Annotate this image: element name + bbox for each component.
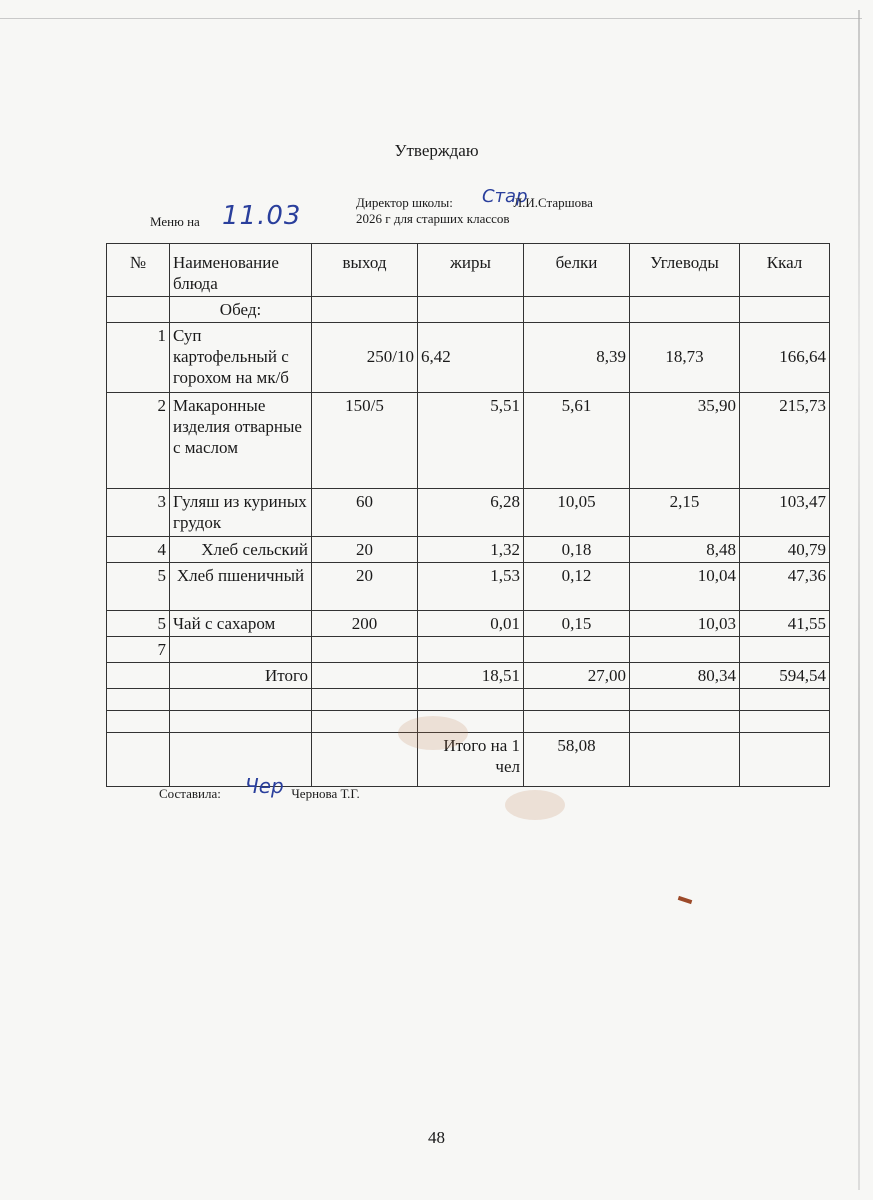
cell-carb: 8,48 xyxy=(630,537,740,563)
director-block xyxy=(356,195,593,227)
cell-prot: 0,12 xyxy=(524,563,630,611)
cell-carb: 10,04 xyxy=(630,563,740,611)
menu-table xyxy=(106,243,830,787)
composer-name: Чернова Т.Г. xyxy=(291,786,360,801)
total-prot: 27,00 xyxy=(524,663,630,689)
cell-out: 200 xyxy=(312,611,418,637)
per-person-value: 58,08 xyxy=(524,733,630,787)
total-label: Итого xyxy=(170,663,312,689)
cell-kcal: 166,64 xyxy=(740,323,830,393)
cell-num: 3 xyxy=(107,489,170,537)
director-label: Директор школы: xyxy=(356,195,453,210)
cell-out: 20 xyxy=(312,537,418,563)
cell-prot: 5,61 xyxy=(524,393,630,489)
cell-num: 5 xyxy=(107,611,170,637)
total-fat: 18,51 xyxy=(418,663,524,689)
director-signature: Стар xyxy=(482,186,528,207)
cell-out: 150/5 xyxy=(312,393,418,489)
page-number: 48 xyxy=(428,1128,445,1147)
cell-num: 7 xyxy=(107,637,170,663)
cell-fat: 6,42 xyxy=(418,323,524,393)
col-out: выход xyxy=(312,244,418,297)
cell-num: 5 xyxy=(107,563,170,611)
director-name: Л.И.Старшова xyxy=(513,195,593,210)
cell-num: 4 xyxy=(107,537,170,563)
cell-kcal: 215,73 xyxy=(740,393,830,489)
total-carb: 80,34 xyxy=(630,663,740,689)
cell-carb: 10,03 xyxy=(630,611,740,637)
cell-kcal: 103,47 xyxy=(740,489,830,537)
cell-fat: 5,51 xyxy=(418,393,524,489)
cell-out: 60 xyxy=(312,489,418,537)
cell-carb: 35,90 xyxy=(630,393,740,489)
composed-label: Составила: xyxy=(159,786,221,801)
scan-top-edge xyxy=(0,18,862,19)
cell-name: Хлеб пшеничный xyxy=(170,563,312,611)
total-row xyxy=(107,663,830,689)
col-carb: Углеводы xyxy=(630,244,740,297)
empty-row xyxy=(107,689,830,711)
section-label: Обед: xyxy=(170,297,312,323)
menu-date-handwritten: 11.03 xyxy=(222,201,302,231)
table-row xyxy=(107,323,830,393)
col-prot: белки xyxy=(524,244,630,297)
per-person-label: Итого на 1 чел xyxy=(418,733,524,787)
table-row xyxy=(107,393,830,489)
table-row xyxy=(107,611,830,637)
cell-fat: 6,28 xyxy=(418,489,524,537)
table-row xyxy=(107,537,830,563)
cell-out: 20 xyxy=(312,563,418,611)
per-person-row xyxy=(107,733,830,787)
cell-prot: 8,39 xyxy=(524,323,630,393)
section-row xyxy=(107,297,830,323)
table-row xyxy=(107,637,830,663)
ink-mark xyxy=(678,896,693,904)
cell-num: 2 xyxy=(107,393,170,489)
year-line: 2026 г для старших классов xyxy=(356,211,510,226)
stain xyxy=(505,790,565,820)
scan-right-edge xyxy=(858,10,860,1190)
cell-kcal: 41,55 xyxy=(740,611,830,637)
col-name: Наименование блюда xyxy=(170,244,312,297)
col-num: № xyxy=(107,244,170,297)
cell-kcal: 47,36 xyxy=(740,563,830,611)
col-fat: жиры xyxy=(418,244,524,297)
cell-kcal: 40,79 xyxy=(740,537,830,563)
cell-name: Хлеб сельский xyxy=(170,537,312,563)
cell-out: 250/10 xyxy=(312,323,418,393)
cell-carb: 2,15 xyxy=(630,489,740,537)
cell-carb: 18,73 xyxy=(630,323,740,393)
empty-row xyxy=(107,711,830,733)
menu-label: Меню на xyxy=(150,214,200,229)
cell-prot: 0,15 xyxy=(524,611,630,637)
cell-num: 1 xyxy=(107,323,170,393)
cell-fat: 0,01 xyxy=(418,611,524,637)
table-header-row xyxy=(107,244,830,297)
total-kcal: 594,54 xyxy=(740,663,830,689)
cell-fat: 1,32 xyxy=(418,537,524,563)
cell-prot: 10,05 xyxy=(524,489,630,537)
table-row xyxy=(107,489,830,537)
table-row xyxy=(107,563,830,611)
stain xyxy=(398,716,468,750)
composer-signature: Чер xyxy=(245,774,284,798)
approval-title: Утверждаю xyxy=(394,141,479,160)
col-kcal: Ккал xyxy=(740,244,830,297)
cell-name: Чай с сахаром xyxy=(170,611,312,637)
composed-block xyxy=(159,786,360,802)
cell-fat: 1,53 xyxy=(418,563,524,611)
cell-prot: 0,18 xyxy=(524,537,630,563)
cell-name: Гуляш из куриных грудок xyxy=(170,489,312,537)
cell-name: Макаронные изделия отварные с маслом xyxy=(170,393,312,489)
cell-name: Суп картофельный с горохом на мк/б xyxy=(170,323,312,393)
